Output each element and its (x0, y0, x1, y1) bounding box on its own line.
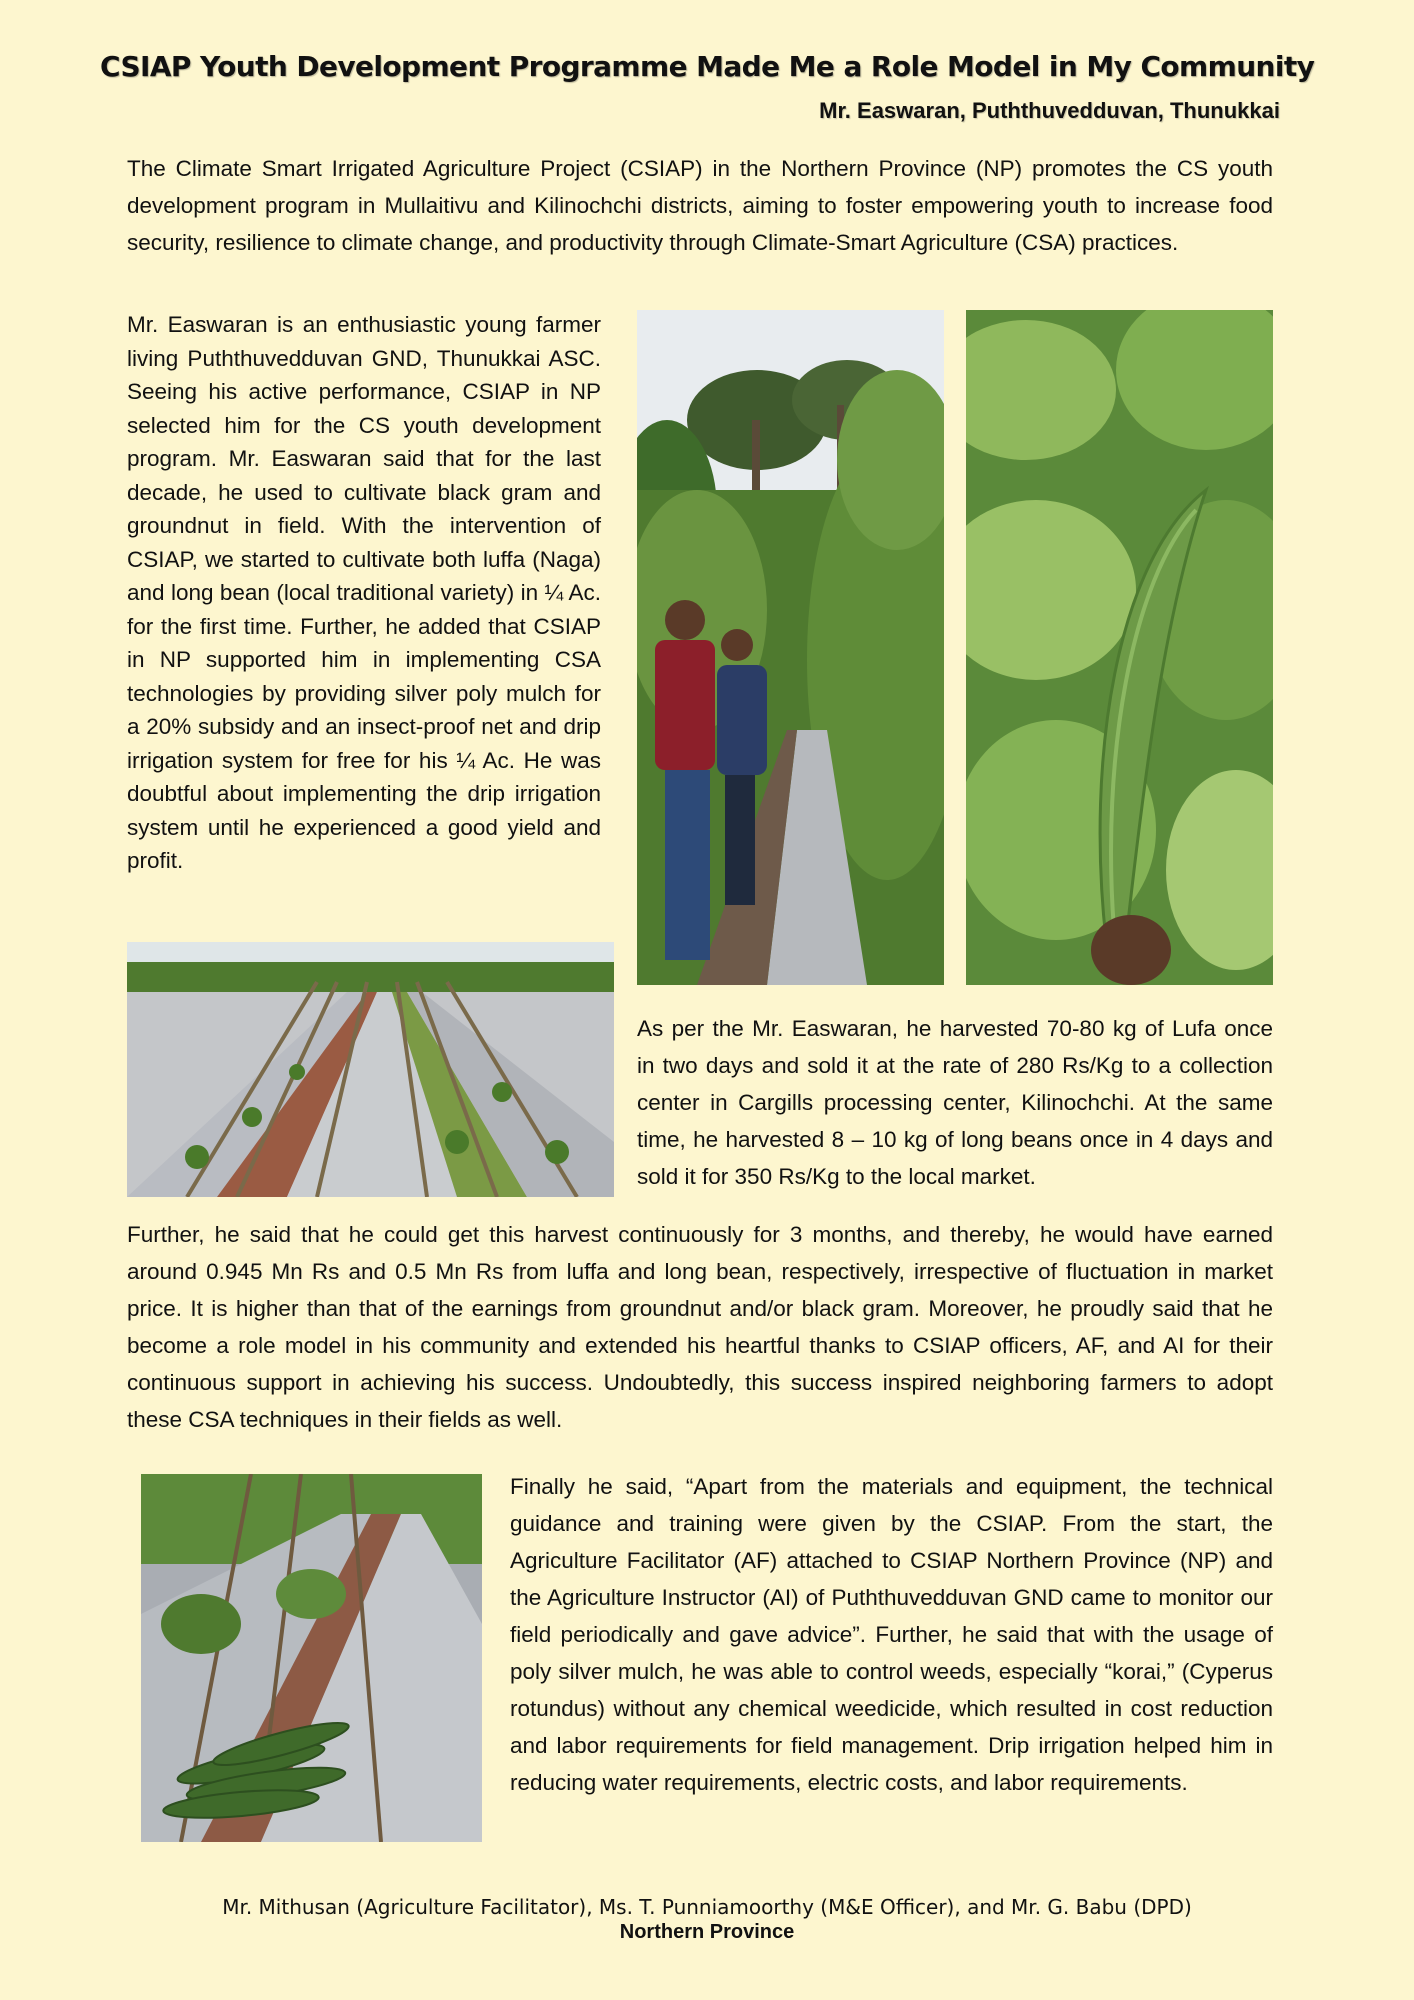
author-byline: Mr. Easwaran, Puththuvedduvan, Thunukkai (819, 98, 1280, 123)
farmers-field-photo (637, 310, 944, 985)
credits-footer (0, 1895, 1414, 1944)
region-line: Northern Province (619, 1921, 795, 1943)
authors-line: Mr. Mithusan (Agriculture Facilitator), Ms. T. Punniamoorthy (M&E Officer), and Mr. G. Babu (DPD) (222, 1895, 1192, 1919)
luffa-closeup-photo (966, 310, 1273, 985)
earnings-paragraph: Further, he said that he could get this harvest continuously for 3 months, and thereby, he would have earned around 0.945 Mn Rs and 0.5 Mn Rs from luffa and long bean, respectively, irrespective of fluctuation in market price. It is higher than that of the earnings from groundnut and/or black gram. Moreover, he proudly said that he become a role model in his community and extended his heartful thanks to CSIAP officers, AF, and AI for their continuous support in achieving his success. Undoubtedly, this success inspired neighboring farmers to adopt these CSA techniques in their fields as well. (127, 1222, 1273, 1432)
profile-paragraph: Mr. Easwaran is an enthusiastic young farmer living Puththuvedduvan GND, Thunukkai ASC. Seeing his active performance, CSIAP in NP selected him for the CS youth development program. Mr. Easwaran said that for the last decade, he used to cultivate black gram and groundnut in field. With the intervention of CSIAP, we started to cultivate both luffa (Naga) and long bean (local traditional variety) in ¼ Ac. for the first time. Further, he added that CSIAP in NP supported him in implementing CSA technologies by providing silver poly mulch for a 20% subsidy and an insect-proof net and drip irrigation system for free for his ¼ Ac. He was doubtful about implementing the drip irrigation system until he experienced a good yield and profit. (127, 312, 601, 873)
harvest-paragraph: As per the Mr. Easwaran, he harvested 70-80 kg of Lufa once in two days and sold it at the rate of 280 Rs/Kg to a collection center in Cargills processing center, Kilinochchi. At the same time, he harvested 8 – 10 kg of long beans once in 4 days and sold it for 350 Rs/Kg to the local market. (637, 1016, 1273, 1189)
mulch-rows-photo (127, 942, 614, 1197)
closing-paragraph: Finally he said, “Apart from the materials and equipment, the technical guidance and training were given by the CSIAP. From the start, the Agriculture Facilitator (AF) attached to CSIAP Northern Province (NP) and the Agriculture Instructor (AI) of Puththuvedduvan GND came to monitor our field periodically and gave advice”. Further, he said that with the usage of poly silver mulch, he was able to control weeds, especially “korai,” (Cyperus rotundus) without any chemical weedicide, which resulted in cost reduction and labor requirements for field management. Drip irrigation helped him in reducing water requirements, electric costs, and labor requirements. (510, 1474, 1273, 1795)
harvested-luffa-photo (141, 1474, 482, 1842)
page-title: CSIAP Youth Development Programme Made Me a Role Model in My Community (100, 50, 1315, 83)
intro-paragraph: The Climate Smart Irrigated Agriculture Project (CSIAP) in the Northern Province (NP) promotes the CS youth development program in Mullaitivu and Kilinochchi districts, aiming to foster empowering youth to increase food security, resilience to climate change, and productivity through Climate-Smart Agriculture (CSA) practices. (127, 156, 1273, 255)
